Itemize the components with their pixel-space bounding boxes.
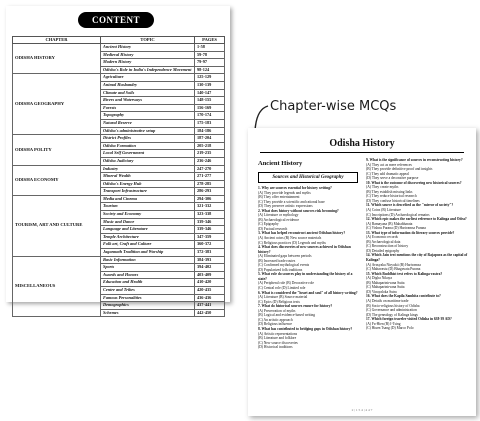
mcq-option: (A) Coins (B) Literature <box>366 208 402 213</box>
mcq-option: (D) Religious influence <box>258 322 292 327</box>
mcq-option: (A) They act as mere references <box>366 162 412 167</box>
pages-cell: 286-293 <box>195 188 225 196</box>
topic-cell: Centre and Tribes <box>101 287 195 295</box>
mcq-option: (C) Hiuen Tsang (D) Marco Polo <box>366 326 414 331</box>
mcq-page <box>248 128 476 416</box>
mcq-option: (C) Mahaparinirvana Sutta <box>366 285 405 290</box>
pages-cell: 278-285 <box>195 180 225 188</box>
pages-cell: 323-338 <box>195 211 225 219</box>
mcq-option: (B) Archaeological evidence <box>258 217 300 222</box>
mcq-option: (D) They serve a decorative purpose <box>366 176 419 181</box>
mcq-option: (D) They confuse historical timelines <box>366 198 420 203</box>
pages-cell: 140-147 <box>195 89 225 97</box>
pages-cell: 410-420 <box>195 279 225 287</box>
topic-cell: Transport Infrastructure <box>101 188 195 196</box>
topic-cell: Odisha Judiciary <box>101 157 195 165</box>
chapter-cell: ODISHA ECONOMY <box>13 165 101 195</box>
mcq-question: 12. Which epic makes the earliest reference to Kalinga and Odra? <box>366 217 467 222</box>
topic-cell: Modern History <box>101 59 195 67</box>
topic-cell: Industry <box>101 165 195 173</box>
mcq-option: (B) Logical and evidence-based writing <box>258 313 316 318</box>
pages-cell: 394-402 <box>195 264 225 272</box>
mcq-option: (D) Detailed epigraphy <box>366 248 400 253</box>
pages-cell: 271-277 <box>195 173 225 181</box>
topic-cell: Language and Literature <box>101 226 195 234</box>
mcq-option: (D) Historical traditions <box>258 345 293 350</box>
mcq-question: 16. What does the Kapila Samhita contribute to? <box>366 294 441 299</box>
mcq-option: (A) Digha Nikaya <box>366 276 392 281</box>
mcq-option: (D) Vinayaloka Sutra <box>366 289 397 294</box>
pages-cell: 339-346 <box>195 218 225 226</box>
mcq-question: 11. Which source is described as the "mirror of society"? <box>366 203 454 208</box>
mcq-option: (D) The genealogy of Kalinga kings <box>366 312 418 317</box>
pages-cell: 219-235 <box>195 150 225 158</box>
mcq-question: 6. What is considered the "heart and soul" of all history writing? <box>258 290 358 295</box>
mcq-question: 10. What is the outcome of discovering new historical sources? <box>366 180 462 185</box>
pages-cell: 156-169 <box>195 104 225 112</box>
callout-label: Chapter-wise MCQs <box>270 99 397 114</box>
pages-cell: 384-393 <box>195 256 225 264</box>
mcq-question: 7. What do historical sources ensure for history? <box>258 304 333 309</box>
mcq-question: 14. Which Jain text mentions the city of Rajapura as the capital of Kalinga? <box>366 253 468 263</box>
mcq-option: (B) Literature and folklore <box>258 336 297 341</box>
pages-cell: 79-97 <box>195 59 225 67</box>
pages-cell: 187-204 <box>195 135 225 143</box>
mcq-option: (B) They provide definitive proof and insights <box>366 167 433 172</box>
mcq-option: (C) Religious practices (D) Legends and myths <box>258 240 326 245</box>
mcq-column-right <box>366 158 470 331</box>
mcq-option: (C) Mahavastu (D) Bhagavata Purana <box>366 267 421 272</box>
header-topic: TOPIC <box>101 37 195 44</box>
header-chapter: CHAPTER <box>13 37 101 44</box>
mcq-option: (A) Avasyaka Niryukti (B) Harivamsa <box>366 262 421 267</box>
pages-cell: 360-372 <box>195 241 225 249</box>
mcq-question: 1. Why are sources essential for history writing? <box>258 186 332 190</box>
topic-cell: Society and Economy <box>101 211 195 219</box>
contents-row <box>13 256 225 264</box>
section-heading: Ancient History <box>258 160 303 167</box>
topic-cell: Temple Architecture <box>101 233 195 241</box>
topic-cell: Tourism <box>101 203 195 211</box>
mcq-option: (C) Epics (D) Religious texts <box>258 299 300 304</box>
mcq-option: (A) They create myths <box>366 185 399 190</box>
topic-cell: Odisha's Energy Hub <box>101 180 195 188</box>
mcq-question: 13. What type of information do literary sources provide? <box>366 230 455 235</box>
topic-cell: Agriculture <box>101 74 195 82</box>
pages-cell: 347-359 <box>195 233 225 241</box>
mcq-option: (D) They preserve artistic expressions <box>258 204 313 209</box>
pages-cell: 420-435 <box>195 287 225 295</box>
pages-cell: 59-78 <box>195 51 225 59</box>
mcq-option: (B) Increased trade routes <box>258 258 296 263</box>
pages-cell: 148-155 <box>195 97 225 105</box>
pages-cell: 247-270 <box>195 165 225 173</box>
mcq-option: (B) Socio-religious history of Odisha <box>366 303 420 308</box>
pages-cell: 125-129 <box>195 74 225 82</box>
topic-cell: Odisha's Role in India's Independence Movement <box>101 66 195 74</box>
pages-cell: 205-218 <box>195 142 225 150</box>
contents-row <box>13 195 225 203</box>
contents-row <box>13 165 225 173</box>
topic-cell: District Profiles <box>101 135 195 143</box>
topic-cell: Animal Husbandry <box>101 81 195 89</box>
mcq-option: (C) Reconstruction of history <box>366 244 409 249</box>
chapter-cell: MISCELLANEOUS <box>13 256 101 317</box>
topic-cell: Natural Reserve <box>101 119 195 127</box>
pages-cell: 130-139 <box>195 81 225 89</box>
mcq-option: (C) Vishnu Purana (D) Harivamsa Purana <box>366 226 426 231</box>
mcq-option: (B) They offer entertainment <box>258 195 300 200</box>
pages-cell: 1-58 <box>195 44 225 52</box>
topic-cell: Basic Information <box>101 256 195 264</box>
contents-row <box>13 44 225 52</box>
mcq-option: (C) They provide a scientific and rational base <box>258 199 325 204</box>
topic-cell: Local Self Government <box>101 150 195 158</box>
topic-cell: Sports <box>101 264 195 272</box>
chapter-cell: TOURISM, ART AND CULTURE <box>13 195 101 256</box>
pages-cell: 339-346 <box>195 226 225 234</box>
topic-cell: Jagannath Tradition and Worship <box>101 249 195 257</box>
mcq-option: (C) Governance and administration <box>366 308 417 313</box>
mcq-option: (D) Popularized folk traditions <box>258 267 303 272</box>
contents-row <box>13 74 225 82</box>
mcq-option: (D) Factual research <box>258 226 288 231</box>
title-divider <box>260 152 464 153</box>
pages-cell: 236-246 <box>195 157 225 165</box>
mcq-question: 4. What does discoveries of new sources achieved in Odishan history? <box>258 245 351 254</box>
mcq-option: (A) Preservation of myths <box>258 308 296 313</box>
mcq-option: (A) They provide legends and myths <box>258 190 311 195</box>
mcq-option: (C) New source discoveries <box>258 340 298 345</box>
mcq-option: (C) Inscriptions (D) Archaeological remains <box>366 212 430 217</box>
contents-page <box>6 6 230 315</box>
mcq-option: (A) Ramayana (B) Mahabharata <box>366 221 413 226</box>
topic-cell: Topography <box>101 112 195 120</box>
contents-row <box>13 135 225 143</box>
chapter-cell: ODISHA HISTORY <box>13 44 101 74</box>
mcq-question: 8. What has contributed to bridging gaps in Odishan history? <box>258 326 353 331</box>
mcq-question: 17. Which foreign traveler visited Odisha in 638-39 AD? <box>366 317 452 322</box>
mcq-option: (A) Ancient coins (B) New source materials <box>258 236 322 241</box>
topic-cell: Demographics <box>101 302 195 310</box>
mcq-option: (B) Mahaparinirvana Sutta <box>366 280 405 285</box>
chapter-cell: ODISHA GEOGRAPHY <box>13 74 101 135</box>
topic-cell: Famous Personalities <box>101 294 195 302</box>
topic-cell: Folk art, Craft and Culture <box>101 241 195 249</box>
pages-cell: 437-441 <box>195 302 225 310</box>
mcq-option: (C) An artistic approach <box>258 317 293 322</box>
topic-cell: Education and Health <box>101 279 195 287</box>
contents-title: CONTENT <box>78 12 154 28</box>
pages-cell: 184-186 <box>195 127 225 135</box>
page-footer: 2 | 1 5 4 | 4 4 7 <box>351 408 373 412</box>
topic-cell: Odisha Formation <box>101 142 195 150</box>
pages-cell: 98-124 <box>195 66 225 74</box>
mcq-question: 3. What has helped reconstruct ancient Odishan history? <box>258 231 346 236</box>
topic-cell: Mineral Wealth <box>101 173 195 181</box>
pages-cell: 372-383 <box>195 249 225 257</box>
topic-cell: Medieval History <box>101 51 195 59</box>
mcq-question: 15. Which Buddhist text refers to Kalinga-rastra? <box>366 271 443 276</box>
mcq-option: (A) Literature or mythology <box>258 213 299 218</box>
topic-cell: Ancient History <box>101 44 195 52</box>
mcq-option: (C) They reduce historical research <box>366 194 417 199</box>
pages-cell: 436-436 <box>195 294 225 302</box>
contents-body <box>13 44 225 317</box>
mcq-option: (A) Artistic representations <box>258 331 298 336</box>
mcq-option: (A) Fa-Hien (B) I-Tsing <box>366 321 401 326</box>
pages-cell: 294-306 <box>195 195 225 203</box>
header-pages: PAGES <box>195 37 225 44</box>
mcq-option: (A) Eliminated gaps between periods <box>258 254 312 259</box>
topic-cell: Odisha's administrative setup <box>101 127 195 135</box>
topic-cell: Media and Cinema <box>101 195 195 203</box>
mcq-option: (C) Confirmed mythological events <box>258 263 310 268</box>
pages-cell: 442-450 <box>195 309 225 317</box>
mcq-question: 2. What does history without sources risk becoming? <box>258 208 339 213</box>
topic-cell: Forests <box>101 104 195 112</box>
mcq-question: 9. What is the significance of sources in reconstructing history? <box>366 158 463 162</box>
topic-cell: Climate and Soils <box>101 89 195 97</box>
pages-cell: 170-174 <box>195 112 225 120</box>
mcq-option: (C) Epigraphy <box>258 222 279 227</box>
topic-cell: Schemes <box>101 309 195 317</box>
mcq-option: (B) They establish missing links <box>366 189 413 194</box>
contents-header-row <box>13 37 225 44</box>
topic-cell: Awards and Honors <box>101 271 195 279</box>
mcq-option: (A) Peripheral role (B) Decorative role <box>258 281 314 286</box>
pages-cell: 175-183 <box>195 119 225 127</box>
subsection-heading: Sources and Historical Geography <box>258 172 358 183</box>
contents-table <box>12 36 225 317</box>
page-title: Odisha History <box>329 138 395 149</box>
mcq-option: (A) Literature (B) Source material <box>258 295 308 300</box>
mcq-option: (C) They add dramatic appeal <box>366 171 409 176</box>
chapter-cell: ODISHA POLITY <box>13 135 101 165</box>
topic-cell: Rivers and Waterways <box>101 97 195 105</box>
mcq-option: (A) Details on maritime trade <box>366 298 409 303</box>
pages-cell: 403-409 <box>195 271 225 279</box>
mcq-question: 5. What role do sources play in understanding the history of a state? <box>258 272 353 281</box>
mcq-option: (A) Economic records <box>366 235 398 240</box>
pages-cell: 321-332 <box>195 203 225 211</box>
mcq-option: (C) Central role (D) Limited role <box>258 286 306 291</box>
mcq-option: (B) Archaeological data <box>366 239 401 244</box>
topic-cell: Music and Dance <box>101 218 195 226</box>
mcq-column-left <box>258 186 362 350</box>
